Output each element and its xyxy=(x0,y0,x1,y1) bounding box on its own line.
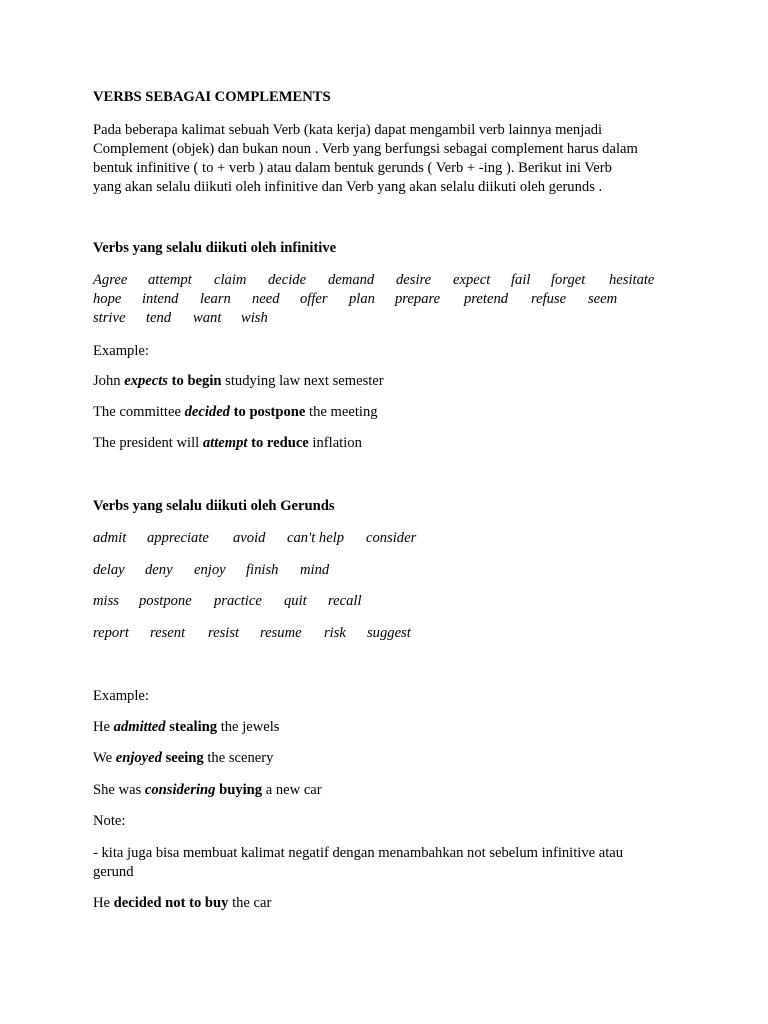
verb-item: quit xyxy=(284,593,307,609)
verb-item: prepare xyxy=(395,291,441,307)
infinitive-heading: Verbs yang selalu diikuti oleh infinitive xyxy=(93,240,337,256)
verb-item: resist xyxy=(208,625,240,641)
verb-item: resent xyxy=(150,625,186,641)
note-line-1: - kita juga bisa membuat kalimat negatif dengan menambahkan not sebelum infinitive atau xyxy=(93,845,624,861)
verb-item: plan xyxy=(349,291,375,307)
verb-item: claim xyxy=(214,272,247,288)
note-example: He decided not to buy the car xyxy=(93,895,272,911)
verb-item: offer xyxy=(300,291,328,307)
verb-item: wish xyxy=(241,310,268,326)
verb-item: pretend xyxy=(464,291,509,307)
verb-item: demand xyxy=(328,272,375,288)
intro-line-1: Pada beberapa kalimat sebuah Verb (kata kerja) dapat mengambil verb lainnya menjadi xyxy=(93,122,603,138)
verb-item: desire xyxy=(396,272,432,288)
verb-item: risk xyxy=(324,625,346,641)
infinitive-example-2: The committee decided to postpone the meeting xyxy=(93,404,378,420)
verb-item: appreciate xyxy=(147,530,209,546)
verb-item: strive xyxy=(93,310,126,326)
verb-item: recall xyxy=(328,593,362,609)
verb-item: fail xyxy=(511,272,531,288)
verb-item: deny xyxy=(145,562,173,578)
verb-item: hope xyxy=(93,291,122,307)
verb-item: postpone xyxy=(139,593,192,609)
verb-item: seem xyxy=(588,291,618,307)
verb-item: want xyxy=(193,310,222,326)
verb-item: consider xyxy=(366,530,417,546)
gerund-heading: Verbs yang selalu diikuti oleh Gerunds xyxy=(93,498,335,514)
note-line-2: gerund xyxy=(93,864,134,880)
verb-item: hesitate xyxy=(609,272,655,288)
verb-item: decide xyxy=(268,272,307,288)
verb-item: finish xyxy=(246,562,279,578)
verb-item: delay xyxy=(93,562,125,578)
intro-line-3: bentuk infinitive ( to + verb ) atau dalam bentuk gerunds ( Verb + -ing ). Berikut ini Verb xyxy=(93,160,612,176)
verb-item: practice xyxy=(214,593,262,609)
gerund-example-label: Example: xyxy=(93,688,149,704)
verb-item: tend xyxy=(146,310,172,326)
gerund-example-3: She was considering buying a new car xyxy=(93,782,322,798)
verb-item: suggest xyxy=(367,625,411,641)
verb-item: enjoy xyxy=(194,562,226,578)
verb-item: mind xyxy=(300,562,330,578)
verb-item: learn xyxy=(200,291,231,307)
verb-item: refuse xyxy=(531,291,567,307)
infinitive-example-1: John expects to begin studying law next semester xyxy=(93,373,384,389)
verb-item: resume xyxy=(260,625,302,641)
infinitive-example-label: Example: xyxy=(93,343,149,359)
page-title: VERBS SEBAGAI COMPLEMENTS xyxy=(93,89,331,105)
verb-item: intend xyxy=(142,291,179,307)
intro-line-2: Complement (objek) dan bukan noun . Verb yang berfungsi sebagai complement harus dalam xyxy=(93,141,638,157)
verb-item: expect xyxy=(453,272,491,288)
note-label: Note: xyxy=(93,813,126,829)
verb-item: admit xyxy=(93,530,127,546)
verb-item: can't help xyxy=(287,530,345,546)
gerund-example-2: We enjoyed seeing the scenery xyxy=(93,750,274,766)
infinitive-example-3: The president will attempt to reduce inflation xyxy=(93,435,362,451)
gerund-example-1: He admitted stealing the jewels xyxy=(93,719,280,735)
verb-item: avoid xyxy=(233,530,266,546)
verb-item: report xyxy=(93,625,129,641)
verb-item: forget xyxy=(551,272,586,288)
verb-item: attempt xyxy=(148,272,192,288)
intro-line-4: yang akan selalu diikuti oleh infinitive dan Verb yang akan selalu diikuti oleh gerunds . xyxy=(93,179,603,195)
verb-item: miss xyxy=(93,593,119,609)
verb-item: need xyxy=(252,291,280,307)
verb-item: Agree xyxy=(93,272,128,288)
